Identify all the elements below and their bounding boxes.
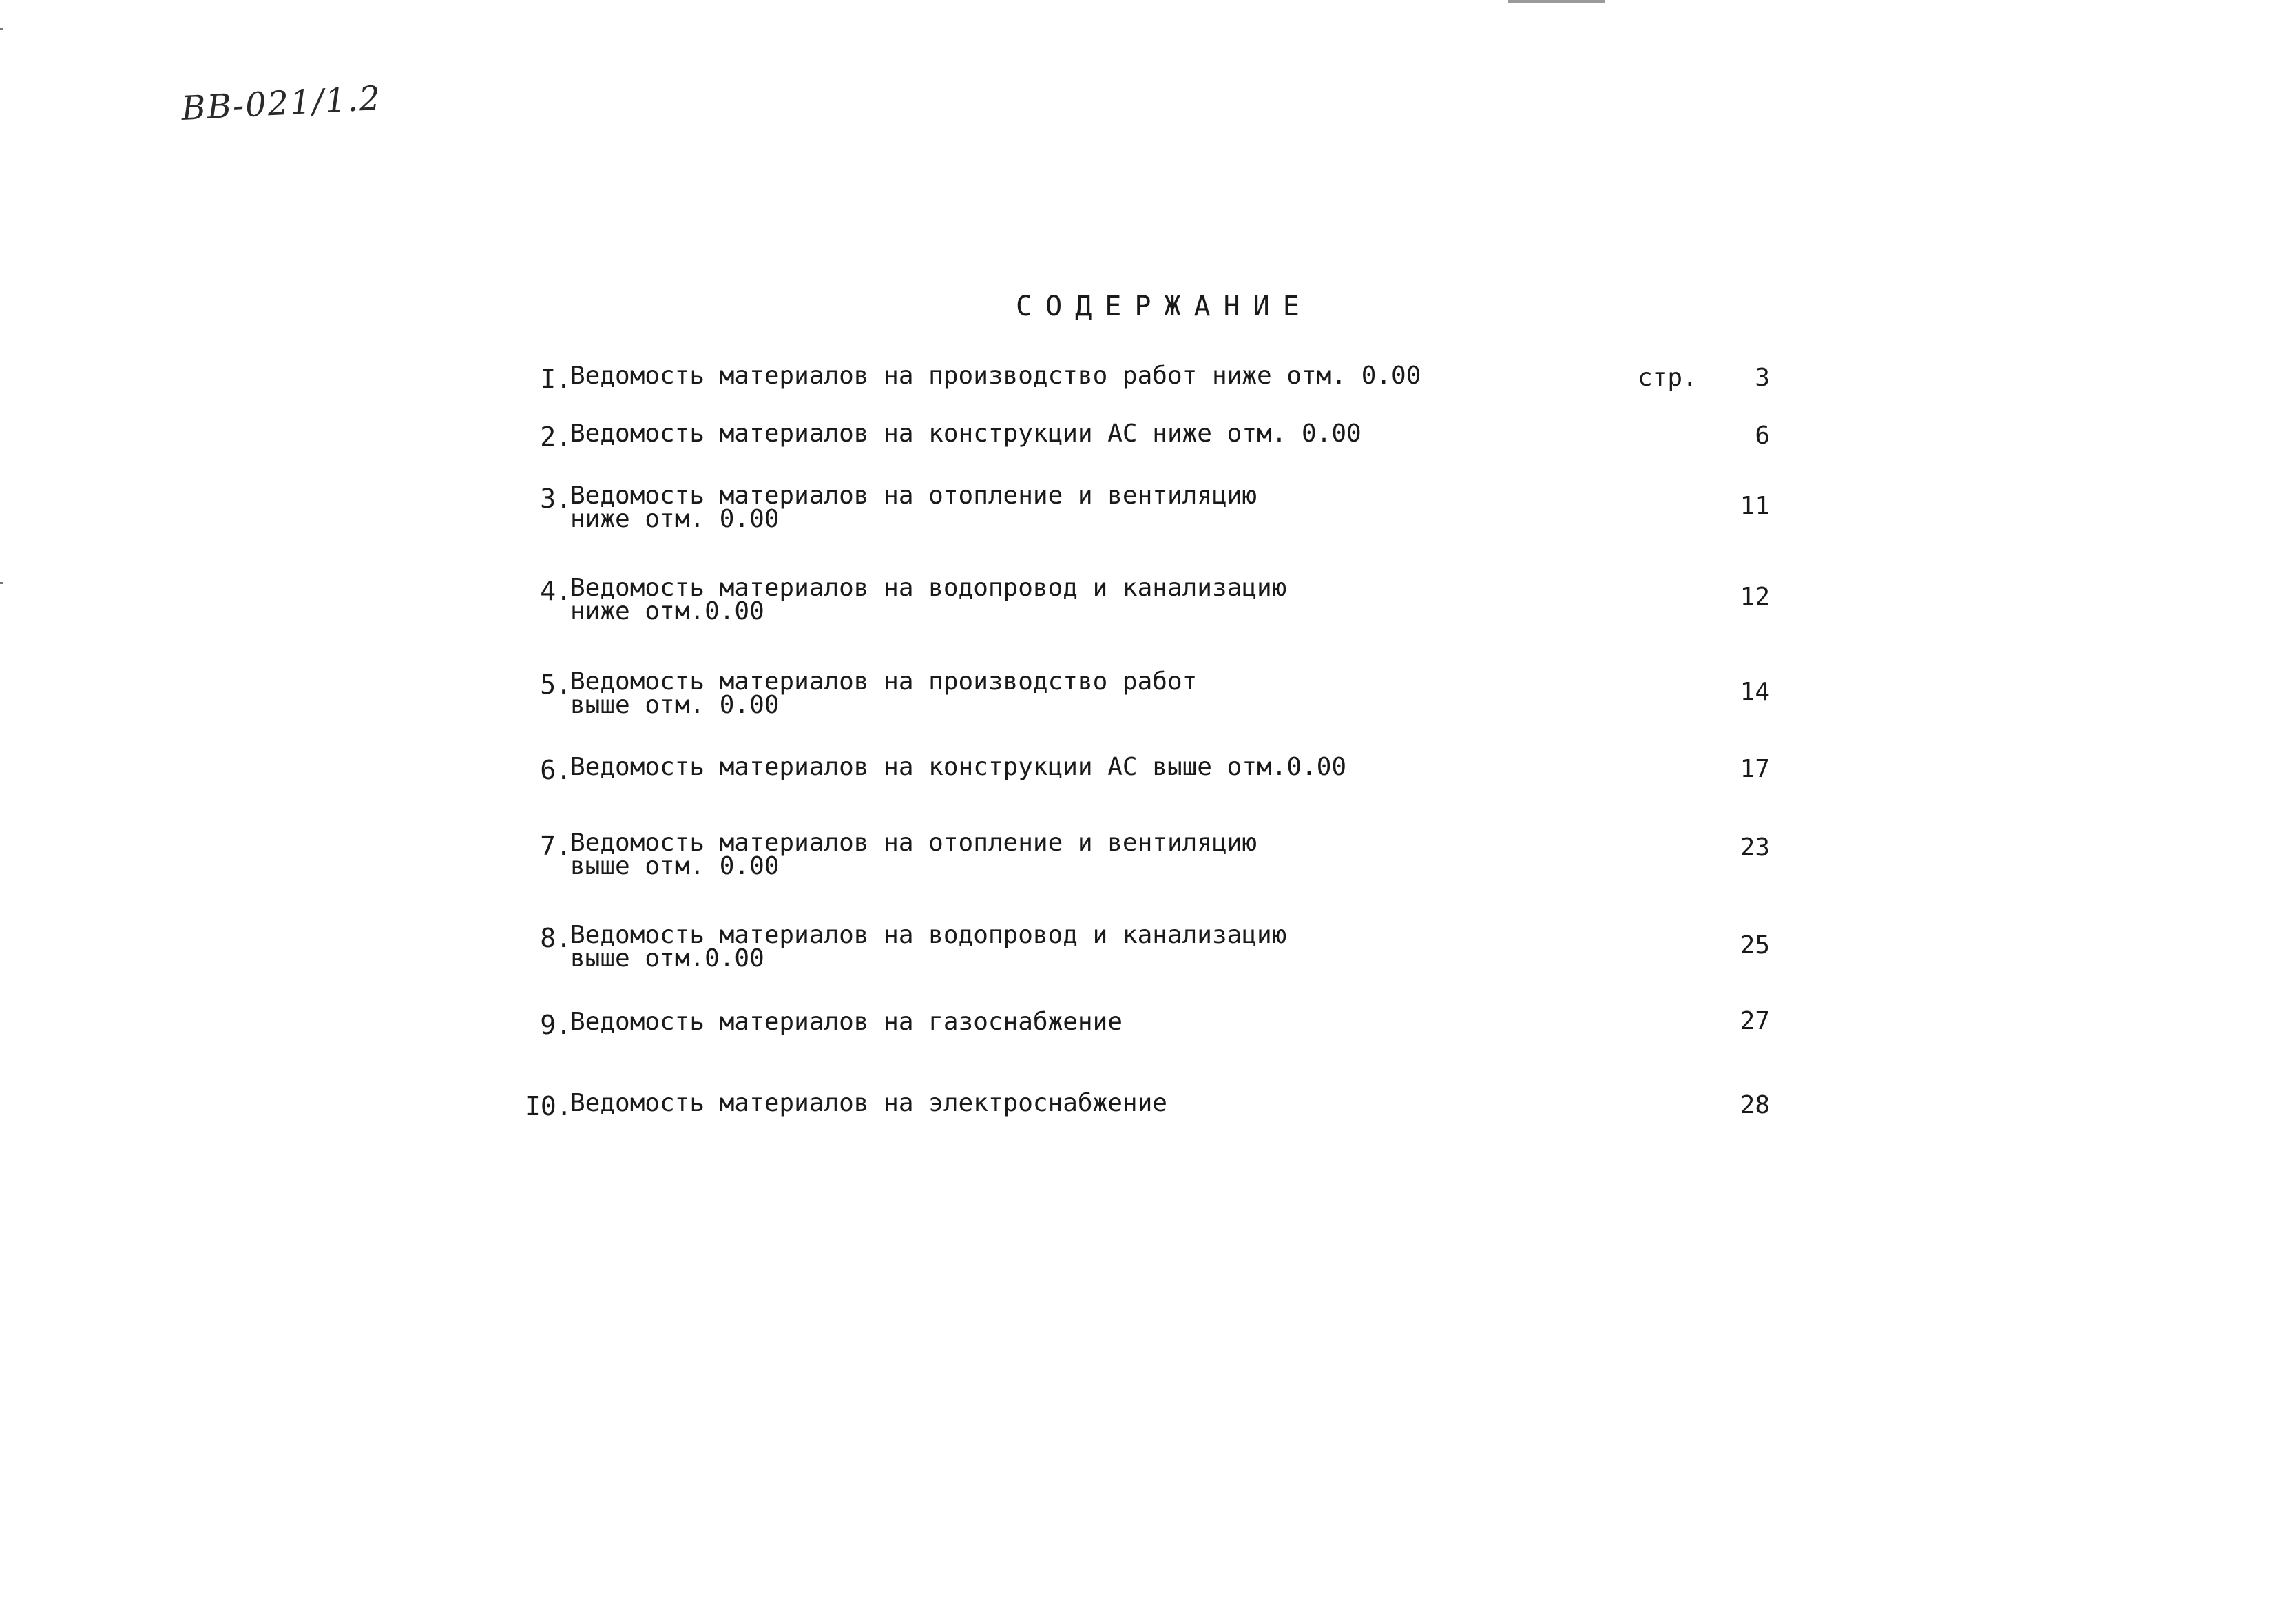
entry-page-number: 14 — [1740, 678, 1770, 706]
entry-number: 6. — [540, 755, 572, 785]
document-code-handwritten: ВВ-021/1.2 — [180, 79, 383, 128]
page-column-label: стр. — [1638, 364, 1698, 392]
entry-page-number: 28 — [1740, 1091, 1770, 1119]
entry-title-continuation: выше отм. 0.00 — [570, 852, 780, 880]
toc-entry-6 — [530, 755, 1770, 838]
entry-page-number: 6 — [1755, 422, 1770, 450]
entry-page-number: 11 — [1740, 492, 1770, 520]
entry-page-number: 23 — [1740, 833, 1770, 862]
entry-title: Ведомость материалов на газоснабжение — [570, 1008, 1123, 1036]
entry-title: Ведомость материалов на отопление и вентиляцию — [570, 829, 1257, 857]
entry-number: I0. — [525, 1091, 572, 1121]
toc-entry-7 — [530, 831, 1770, 913]
entry-title: Ведомость материалов на водопровод и канализацию — [570, 574, 1287, 602]
entry-number: 2. — [540, 422, 572, 452]
entry-title: Ведомость материалов на электроснабжение — [570, 1089, 1167, 1117]
entry-number: I. — [540, 364, 572, 394]
entry-page-number: 12 — [1740, 583, 1770, 611]
entry-title-continuation: выше отм. 0.00 — [570, 691, 780, 719]
entry-number: 4. — [540, 576, 572, 606]
entry-number: 7. — [540, 831, 572, 861]
entry-title-continuation: ниже отм.0.00 — [570, 597, 764, 625]
entry-page-number: 27 — [1740, 1007, 1770, 1035]
entry-title: Ведомость материалов на конструкции АС ниже отм. 0.00 — [570, 419, 1361, 448]
toc-entry-3 — [530, 481, 1770, 566]
toc-entry-10 — [525, 1089, 1770, 1174]
entry-page-number: 17 — [1740, 755, 1770, 783]
toc-entry-9 — [530, 1007, 1770, 1092]
entry-title-continuation: выше отм.0.00 — [570, 944, 764, 973]
entry-title: Ведомость материалов на водопровод и канализацию — [570, 921, 1287, 949]
entry-number: 8. — [540, 923, 572, 953]
toc-entry-5 — [530, 667, 1770, 752]
entry-page-number: 25 — [1740, 931, 1770, 959]
entry-number: 3. — [540, 484, 572, 514]
entry-number: 9. — [540, 1010, 572, 1040]
entry-page-number: 3 — [1755, 364, 1770, 392]
entry-title-continuation: ниже отм. 0.00 — [570, 505, 780, 533]
toc-entry-4 — [530, 576, 1770, 658]
toc-heading: СОДЕРЖАНИЕ — [1016, 291, 1313, 322]
entry-title: Ведомость материалов на производство работ ниже отм. 0.00 — [570, 362, 1421, 390]
entry-title: Ведомость материалов на производство работ — [570, 667, 1198, 696]
entry-title: Ведомость материалов на конструкции АС выше отм.0.00 — [570, 753, 1347, 781]
entry-number: 5. — [540, 670, 572, 700]
toc-entry-8 — [530, 923, 1770, 1006]
entry-title: Ведомость материалов на отопление и вентиляцию — [570, 481, 1257, 510]
